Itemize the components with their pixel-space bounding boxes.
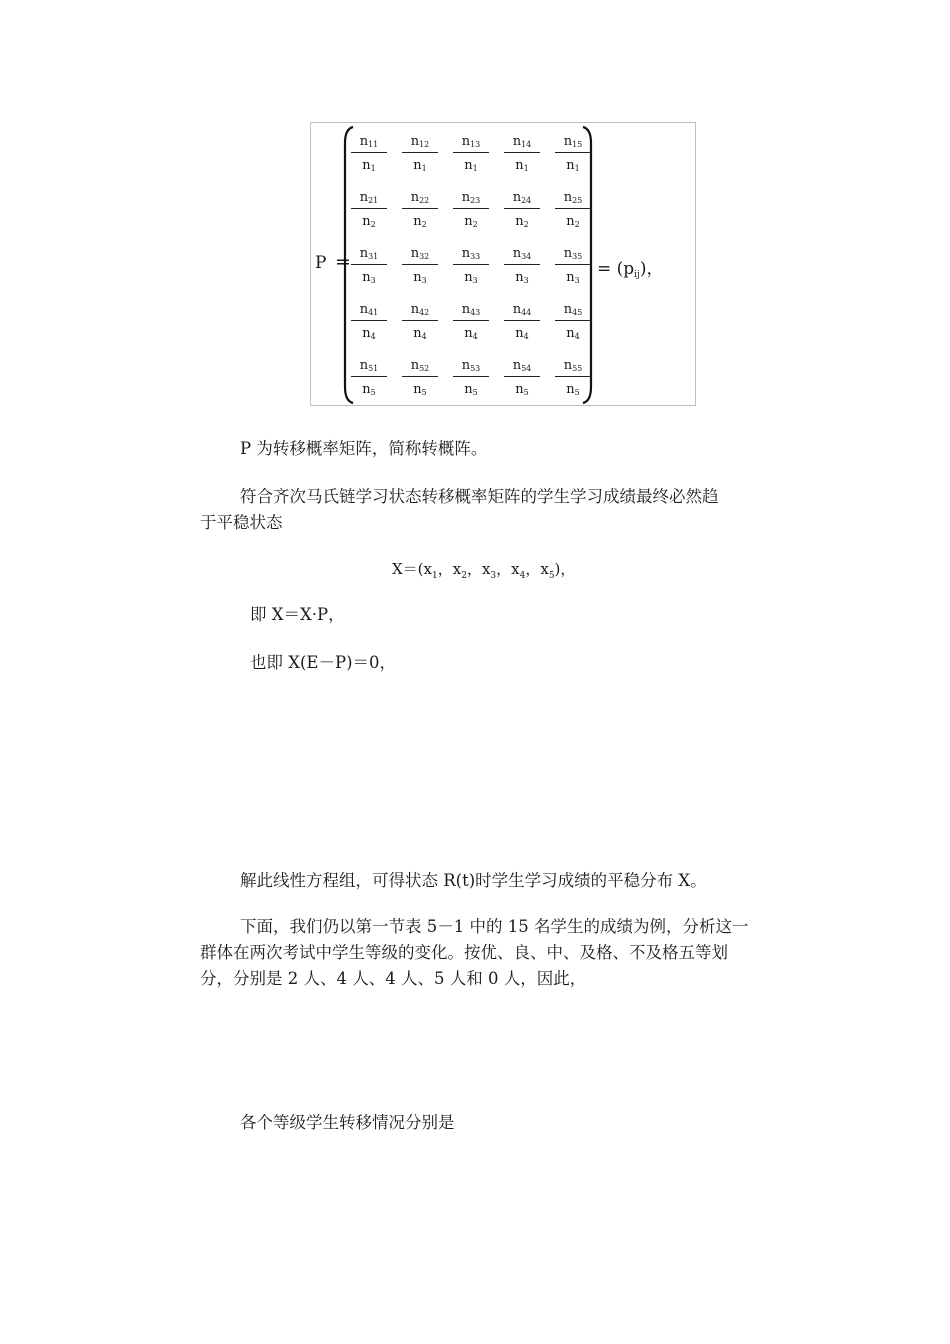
- equation-text: X＝(x: [392, 560, 432, 578]
- denominator: $n_5$: [566, 382, 580, 397]
- matrix-entry-14: [504, 135, 540, 173]
- numerator: $n_{15}$: [555, 135, 591, 153]
- denominator: $n_4$: [464, 326, 478, 341]
- matrix-entry-22: [402, 191, 438, 229]
- denominator: $n_2$: [515, 214, 529, 229]
- equation-subscript: 1: [432, 571, 438, 581]
- numerator: $n_{23}$: [453, 191, 489, 209]
- numerator: $n_{53}$: [453, 359, 489, 377]
- denominator: $n_5$: [515, 382, 529, 397]
- equation-subscript: 5: [548, 571, 555, 581]
- matrix-entry-15: [555, 135, 591, 173]
- matrix-entry-11: [351, 135, 387, 173]
- numerator: $n_{51}$: [351, 359, 387, 377]
- denominator: $n_1$: [362, 158, 376, 173]
- numerator: $n_{25}$: [555, 191, 591, 209]
- matrix-equals: =: [335, 251, 351, 273]
- matrix-entry-12: [402, 135, 438, 173]
- denominator: $n_4$: [413, 326, 427, 341]
- equation-fixed-point: 即 X＝X·P，: [250, 605, 345, 624]
- denominator: $n_1$: [515, 158, 529, 173]
- matrix-entry-45: [555, 303, 591, 341]
- paragraph-steady-state-line1: 符合齐次马氏链学习状态转移概率矩阵的学生学习成绩最终必然趋: [240, 487, 719, 506]
- equation-subscript: 3: [490, 571, 497, 581]
- matrix-lhs: P: [315, 253, 327, 273]
- equation-text: )，: [554, 560, 576, 578]
- denominator: $n_5$: [413, 382, 427, 397]
- denominator: $n_5$: [362, 382, 376, 397]
- denominator: $n_3$: [515, 270, 529, 285]
- matrix-entry-25: [555, 191, 591, 229]
- matrix-entry-34: [504, 247, 540, 285]
- numerator: $n_{44}$: [504, 303, 540, 321]
- numerator: $n_{43}$: [453, 303, 489, 321]
- matrix-entry-43: [453, 303, 489, 341]
- numerator: $n_{33}$: [453, 247, 489, 265]
- numerator: $n_{14}$: [504, 135, 540, 153]
- denominator: $n_1$: [566, 158, 580, 173]
- numerator: $n_{42}$: [402, 303, 438, 321]
- matrix-entry-21: [351, 191, 387, 229]
- equation-linear-system: 也即 X(E－P)＝0，: [250, 653, 397, 672]
- matrix-entry-35: [555, 247, 591, 285]
- numerator: $n_{34}$: [504, 247, 540, 265]
- matrix-entry-42: [402, 303, 438, 341]
- matrix-entry-32: [402, 247, 438, 285]
- numerator: $n_{35}$: [555, 247, 591, 265]
- denominator: $n_4$: [362, 326, 376, 341]
- matrix-entry-54: [504, 359, 540, 397]
- matrix-entry-53: [453, 359, 489, 397]
- numerator: $n_{24}$: [504, 191, 540, 209]
- paragraph-example-line1: 下面，我们仍以第一节表 5－1 中的 15 名学生的成绩为例，分析这一: [240, 917, 749, 936]
- numerator: $n_{41}$: [351, 303, 387, 321]
- numerator: $n_{52}$: [402, 359, 438, 377]
- equation-text: ，x: [496, 560, 520, 578]
- matrix-entry-24: [504, 191, 540, 229]
- paragraph-transfer-intro: 各个等级学生转移情况分别是: [240, 1113, 455, 1132]
- equation-steady-vector: [392, 558, 575, 581]
- denominator: $n_3$: [413, 270, 427, 285]
- matrix-entry-52: [402, 359, 438, 397]
- equation-subscript: 2: [461, 571, 467, 581]
- denominator: $n_2$: [566, 214, 580, 229]
- paragraph-solve: 解此线性方程组，可得状态 R(t)时学生学习成绩的平稳分布 X。: [240, 871, 707, 890]
- matrix-entry-41: [351, 303, 387, 341]
- matrix-entry-33: [453, 247, 489, 285]
- numerator: $n_{55}$: [555, 359, 591, 377]
- matrix-entry-23: [453, 191, 489, 229]
- numerator: $n_{32}$: [402, 247, 438, 265]
- denominator: $n_3$: [464, 270, 478, 285]
- transition-matrix-figure: [310, 122, 696, 406]
- denominator: $n_2$: [362, 214, 376, 229]
- numerator: $n_{54}$: [504, 359, 540, 377]
- denominator: $n_4$: [566, 326, 580, 341]
- denominator: $n_5$: [464, 382, 478, 397]
- equation-subscript: 4: [519, 571, 526, 581]
- paragraph-example-line3: 分，分别是 2 人、4 人、4 人、5 人和 0 人，因此，: [200, 969, 587, 988]
- equation-text: ，x: [437, 560, 462, 578]
- numerator: $n_{13}$: [453, 135, 489, 153]
- paragraph-example-line2: 群体在两次考试中学生等级的变化。按优、良、中、及格、不及格五等划: [200, 943, 728, 962]
- denominator: $n_2$: [413, 214, 427, 229]
- numerator: $n_{22}$: [402, 191, 438, 209]
- numerator: $n_{31}$: [351, 247, 387, 265]
- paragraph-definition: P 为转移概率矩阵，简称转概阵。: [240, 439, 488, 458]
- matrix-entry-31: [351, 247, 387, 285]
- denominator: $n_3$: [362, 270, 376, 285]
- equation-text: ，x: [525, 560, 549, 578]
- paragraph-steady-state-line2: 于平稳状态: [200, 513, 283, 532]
- numerator: $n_{45}$: [555, 303, 591, 321]
- numerator: $n_{11}$: [351, 135, 387, 153]
- numerator: $n_{12}$: [402, 135, 438, 153]
- rhs-subscript: ij: [634, 270, 640, 280]
- denominator: $n_1$: [413, 158, 427, 173]
- matrix-entry-44: [504, 303, 540, 341]
- denominator: $n_4$: [515, 326, 529, 341]
- matrix-entry-51: [351, 359, 387, 397]
- matrix-rhs: [597, 254, 663, 280]
- rhs-suffix: )，: [639, 259, 664, 279]
- matrix-entry-55: [555, 359, 591, 397]
- numerator: $n_{21}$: [351, 191, 387, 209]
- equation-text: ，x: [466, 560, 491, 578]
- matrix-entry-13: [453, 135, 489, 173]
- rhs-prefix: = (p: [597, 259, 635, 279]
- denominator: $n_2$: [464, 214, 478, 229]
- denominator: $n_3$: [566, 270, 580, 285]
- denominator: $n_1$: [464, 158, 478, 173]
